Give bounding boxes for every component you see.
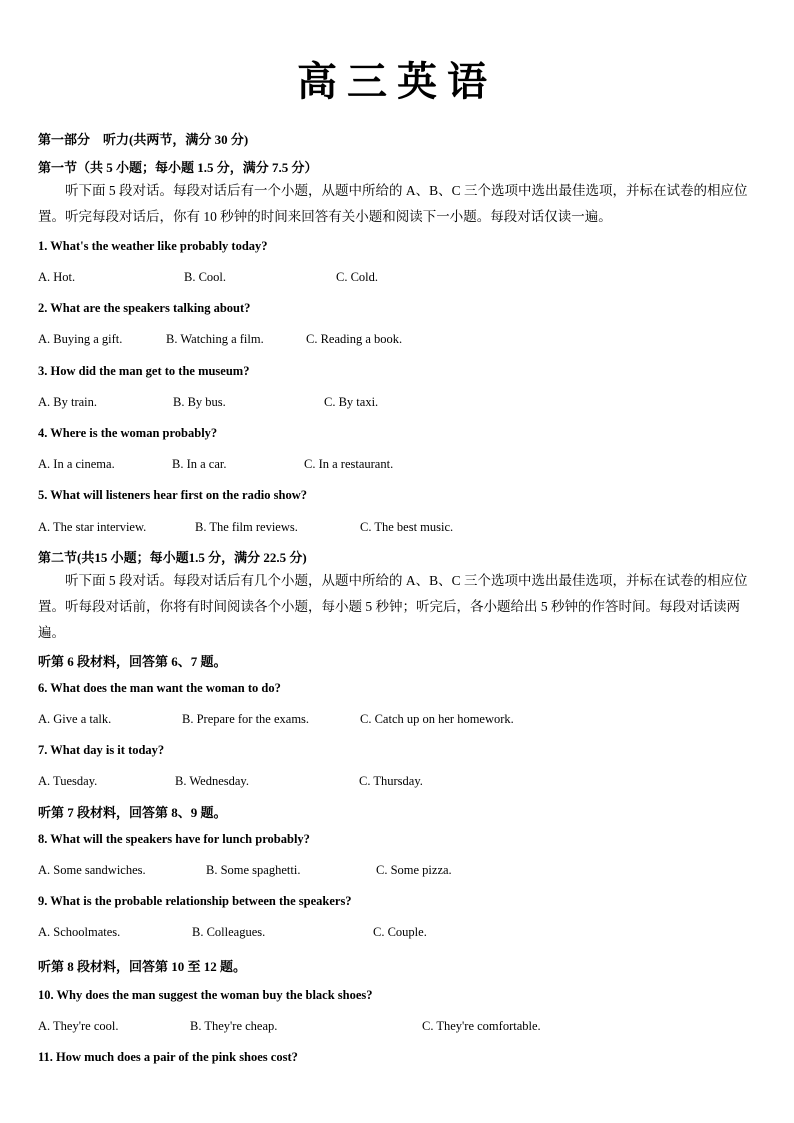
option-c[interactable]: C. In a restaurant. xyxy=(304,457,394,471)
question-7: 7. What day is it today? xyxy=(38,743,165,757)
option-a[interactable]: A. Schoolmates. xyxy=(38,925,121,939)
option-b[interactable]: B. By bus. xyxy=(173,395,226,409)
part-heading: 第一部分 听力(共两节，满分 30 分) xyxy=(38,132,249,147)
option-c[interactable]: C. By taxi. xyxy=(324,395,379,409)
option-c[interactable]: C. Thursday. xyxy=(359,774,423,788)
question-8: 8. What will the speakers have for lunch probably? xyxy=(38,832,310,846)
section-2-heading: 第二节(共15 小题；每小题1.5 分，满分 22.5 分) xyxy=(38,550,307,565)
material-note-7: 听第 7 段材料，回答第 8、9 题。 xyxy=(38,805,227,820)
option-b[interactable]: B. The film reviews. xyxy=(195,520,298,534)
section-1-instructions: 听下面 5 段对话。每段对话后有一个小题，从题中所给的 A、B、C 三个选项中选出最佳选项，并标在试卷的相应位置。听完每段对话后，你有 10 秒钟的时间来回答有关小题和阅读下一小题。每段对话仅读一遍。 xyxy=(38,183,748,224)
option-a[interactable]: A. By train. xyxy=(38,395,98,409)
section-2-instructions: 听下面 5 段对话。每段对话后有几个小题，从题中所给的 A、B、C 三个选项中选出最佳选项，并标在试卷的相应位置。听每段对话前，你将有时间阅读各个小题，每小题 5 秒钟；听完后，各小题给出 5 秒钟的作答时间。每段对话读两遍。 xyxy=(38,573,748,640)
option-c[interactable]: C. The best music. xyxy=(360,520,454,534)
question-10: 10. Why does the man suggest the woman buy the black shoes? xyxy=(38,988,373,1002)
option-c[interactable]: C. Reading a book. xyxy=(306,332,403,346)
option-c[interactable]: C. Cold. xyxy=(336,270,379,284)
option-b[interactable]: B. Watching a film. xyxy=(166,332,264,346)
option-b[interactable]: B. Wednesday. xyxy=(175,774,249,788)
option-a[interactable]: A. They're cool. xyxy=(38,1019,119,1033)
page-title: 高三英语 xyxy=(297,58,497,105)
question-6: 6. What does the man want the woman to do? xyxy=(38,681,281,695)
option-a[interactable]: A. Hot. xyxy=(38,270,76,284)
question-9: 9. What is the probable relationship between the speakers? xyxy=(38,894,352,908)
question-3: 3. How did the man get to the museum? xyxy=(38,364,250,378)
option-a[interactable]: A. In a cinema. xyxy=(38,457,115,471)
option-a[interactable]: A. Some sandwiches. xyxy=(38,863,146,877)
option-b[interactable]: B. In a car. xyxy=(172,457,227,471)
option-b[interactable]: B. Prepare for the exams. xyxy=(182,712,310,726)
option-c[interactable]: C. Couple. xyxy=(373,925,427,939)
option-b[interactable]: B. They're cheap. xyxy=(190,1019,278,1033)
question-11: 11. How much does a pair of the pink shoes cost? xyxy=(38,1050,298,1064)
option-c[interactable]: C. Some pizza. xyxy=(376,863,452,877)
option-a[interactable]: A. The star interview. xyxy=(38,520,147,534)
question-2: 2. What are the speakers talking about? xyxy=(38,301,251,315)
option-c[interactable]: C. Catch up on her homework. xyxy=(360,712,514,726)
section-1-heading: 第一节（共 5 小题；每小题 1.5 分，满分 7.5 分） xyxy=(38,160,318,175)
question-5: 5. What will listeners hear first on the radio show? xyxy=(38,488,307,502)
option-b[interactable]: B. Some spaghetti. xyxy=(206,863,301,877)
question-4: 4. Where is the woman probably? xyxy=(38,426,218,440)
option-a[interactable]: A. Give a talk. xyxy=(38,712,112,726)
option-a[interactable]: A. Buying a gift. xyxy=(38,332,123,346)
option-c[interactable]: C. They're comfortable. xyxy=(422,1019,541,1033)
option-b[interactable]: B. Cool. xyxy=(184,270,227,284)
material-note-8: 听第 8 段材料，回答第 10 至 12 题。 xyxy=(38,959,247,974)
option-a[interactable]: A. Tuesday. xyxy=(38,774,98,788)
option-b[interactable]: B. Colleagues. xyxy=(192,925,266,939)
question-1: 1. What's the weather like probably today? xyxy=(38,239,268,253)
material-note-6: 听第 6 段材料，回答第 6、7 题。 xyxy=(38,654,227,669)
